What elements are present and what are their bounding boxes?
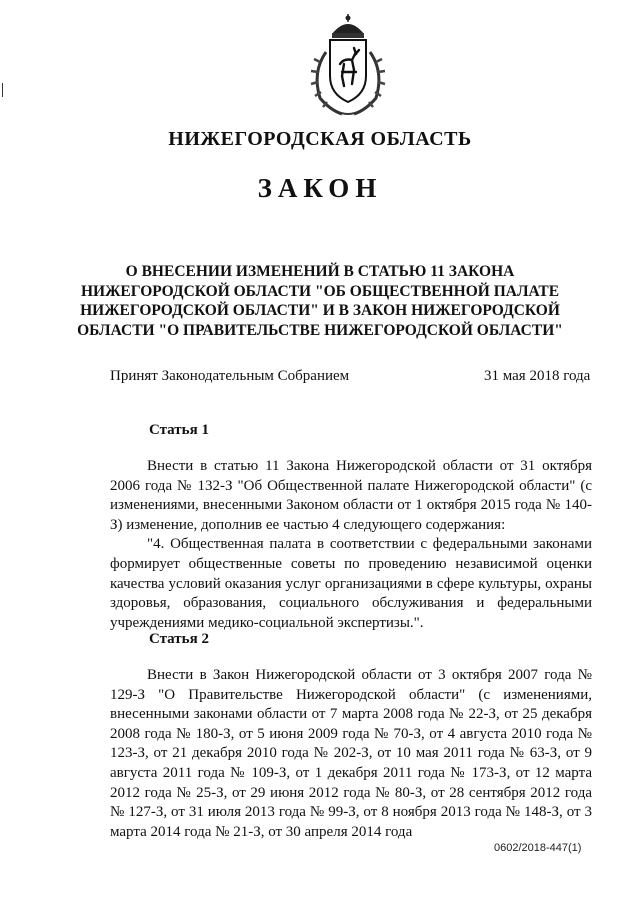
article-1-body (110, 457, 592, 633)
paragraph: Внести в Закон Нижегородской области от 3 октября 2007 года № 129-З "О Правительстве Нижегородской области" (с изменениями, внесенными законами области от 7 марта 2008 года № 22-З, от 25 декабря 2008 года № 180-З, от 5 июня 2009 года № 70-З, от 4 августа 2010 года № 123-З, от 21 декабря 2010 года № 202-З, от 10 мая 2011 года № 63-З, от 9 августа 2011 года № 109-З, от 1 декабря 2011 года № 173-З, от 12 марта 2012 года № 25-З, от 29 июня 2012 года № 80-З, от 28 сентября 2012 года № 127-З, от 31 июля 2013 года № 99-З, от 8 ноября 2013 года № 148-З, от 3 марта 2014 года № 21-З, от 30 апреля 2014 года (110, 667, 592, 840)
scan-edge-mark (2, 83, 3, 97)
article-2-heading: Статья 2 (149, 631, 209, 647)
document-type-heading: ЗАКОН (257, 173, 383, 203)
law-title-line: О ВНЕСЕНИИ ИЗМЕНЕНИЙ В СТАТЬЮ 11 ЗАКОНА (125, 263, 515, 280)
law-title (60, 262, 580, 340)
paragraph: "4. Общественная палата в соответствии с федеральными законами формирует общественные советы по проведению независимой оценки качества условий оказания услуг организациями в сфере культуры, охраны здоровья, образования, социального обслуживания и федеральными учреждениями медико-социальной экспертизы.". (110, 536, 592, 631)
paragraph: Внести в статью 11 Закона Нижегородской области от 31 октября 2006 года № 132-З "Об Общественной палате Нижегородской области" (с изменениями, внесенными Законом области от 1 октября 2015 года № 140-З) изменение, дополнив ее частью 4 следующего содержания: (110, 458, 592, 533)
article-2-body (110, 666, 592, 842)
coat-of-arms-icon (296, 12, 400, 122)
law-title-line: НИЖЕГОРОДСКОЙ ОБЛАСТИ" И В ЗАКОН НИЖЕГОРОДСКОЙ (80, 302, 560, 319)
law-title-line: НИЖЕГОРОДСКОЙ ОБЛАСТИ "ОБ ОБЩЕСТВЕННОЙ ПАЛАТЕ (80, 282, 560, 300)
law-title-line: ОБЛАСТИ "О ПРАВИТЕЛЬСТВЕ НИЖЕГОРОДСКОЙ ОБЛАСТИ" (77, 321, 563, 339)
region-name: НИЖЕГОРОДСКАЯ ОБЛАСТЬ (168, 128, 472, 150)
article-1-heading: Статья 1 (149, 422, 209, 438)
adoption-date: 31 мая 2018 года (484, 368, 591, 384)
document-registration-code: 0602/2018-447(1) (494, 842, 582, 854)
adopted-by: Принят Законодательным Собранием (110, 368, 350, 384)
